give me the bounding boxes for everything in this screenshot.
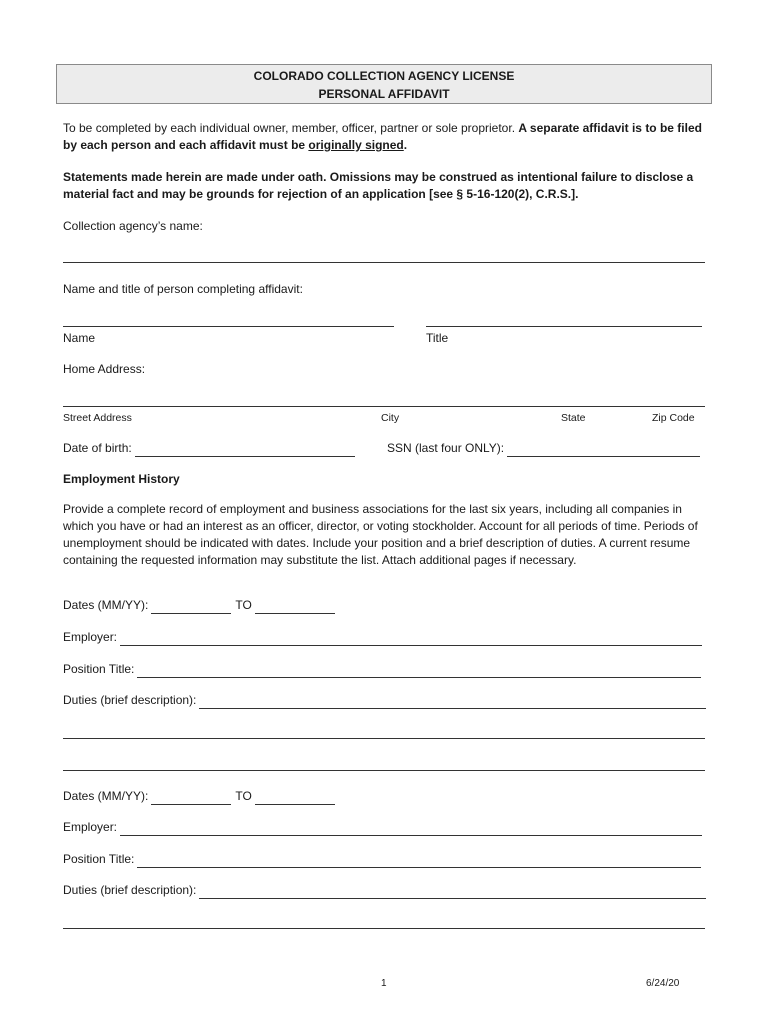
- entry2-duties-label: Duties (brief description):: [63, 883, 197, 897]
- entry1-duties-row: [63, 692, 706, 709]
- home-address-label: Home Address:: [63, 362, 146, 376]
- agency-name-label: Collection agency’s name:: [63, 219, 203, 233]
- city-caption: City: [381, 412, 400, 424]
- entry1-position-field[interactable]: [137, 664, 701, 678]
- state-caption: State: [561, 412, 586, 424]
- intro-period: .: [403, 138, 408, 152]
- entry1-date-to-field[interactable]: [255, 600, 335, 614]
- intro-signed-text: originally signed: [308, 138, 404, 152]
- name-caption: Name: [63, 331, 96, 345]
- entry2-date-from-field[interactable]: [151, 791, 231, 805]
- entry2-employer-field[interactable]: [120, 822, 702, 836]
- entry1-position-label: Position Title:: [63, 662, 135, 676]
- street-caption: Street Address: [63, 412, 132, 424]
- entry1-to-label: TO: [235, 598, 252, 612]
- agency-name-field[interactable]: [63, 262, 705, 263]
- entry1-duties-line2[interactable]: [63, 738, 705, 739]
- entry1-duties-field[interactable]: [199, 695, 706, 709]
- intro-paragraph: [63, 120, 703, 154]
- oath-statement: Statements made herein are made under oath. Omissions may be construed as intentional failure to disclose a material fact and may be grounds for rejection of an application [see § 5-16-120(2), C.R.S.].: [63, 170, 694, 201]
- entry1-employer-label: Employer:: [63, 630, 118, 644]
- person-label: Name and title of person completing affidavit:: [63, 282, 303, 296]
- entry2-position-label: Position Title:: [63, 852, 135, 866]
- intro-text: To be completed by each individual owner, member, officer, partner or sole proprietor.: [63, 121, 519, 135]
- zip-caption: Zip Code: [652, 412, 695, 424]
- page-number: 1: [381, 978, 387, 989]
- entry2-duties-row: [63, 882, 706, 899]
- intro-bold-text: A separate affidavit is to be filed by each person and each affidavit must be: [63, 121, 702, 152]
- title-field[interactable]: [426, 326, 702, 327]
- ssn-row: [387, 440, 700, 457]
- entry1-date-from-field[interactable]: [151, 600, 231, 614]
- entry2-employer-label: Employer:: [63, 820, 118, 834]
- name-field[interactable]: [63, 326, 394, 327]
- ssn-field[interactable]: [507, 443, 700, 457]
- form-subtitle: PERSONAL AFFIDAVIT: [318, 87, 450, 101]
- dob-field[interactable]: [135, 443, 355, 457]
- dob-row: [63, 440, 355, 457]
- entry2-dates-row: [63, 788, 335, 805]
- entry1-employer-field[interactable]: [120, 632, 702, 646]
- entry2-employer-row: [63, 819, 702, 836]
- entry2-position-row: [63, 851, 701, 868]
- entry2-to-label: TO: [235, 789, 252, 803]
- entry2-duties-line2[interactable]: [63, 928, 705, 929]
- dob-label: Date of birth:: [63, 441, 132, 455]
- entry2-date-to-field[interactable]: [255, 791, 335, 805]
- title-caption: Title: [426, 331, 449, 345]
- entry1-duties-label: Duties (brief description):: [63, 693, 197, 707]
- home-address-field[interactable]: [63, 406, 705, 407]
- entry2-duties-field[interactable]: [199, 885, 706, 899]
- employment-instructions: Provide a complete record of employment and business associations for the last six years, including all companies in which you have or had an interest as an officer, director, or voting stockholder. Account for all periods of time. Periods of unemployment should be indicated with dates. Include your position and a brief description of duties. A current resume containing the requested information may substitute the list. Attach additional pages if necessary.: [63, 502, 698, 567]
- entry1-position-row: [63, 661, 701, 678]
- entry1-dates-label: Dates (MM/YY):: [63, 598, 149, 612]
- entry2-position-field[interactable]: [137, 854, 701, 868]
- form-title-box: [56, 64, 712, 104]
- entry2-dates-label: Dates (MM/YY):: [63, 789, 149, 803]
- entry1-duties-line3[interactable]: [63, 770, 705, 771]
- ssn-label: SSN (last four ONLY):: [387, 441, 505, 455]
- employment-heading: Employment History: [63, 472, 180, 486]
- revision-date: 6/24/20: [646, 978, 680, 989]
- entry1-employer-row: [63, 629, 702, 646]
- entry1-dates-row: [63, 597, 335, 614]
- form-title: COLORADO COLLECTION AGENCY LICENSE: [253, 69, 515, 83]
